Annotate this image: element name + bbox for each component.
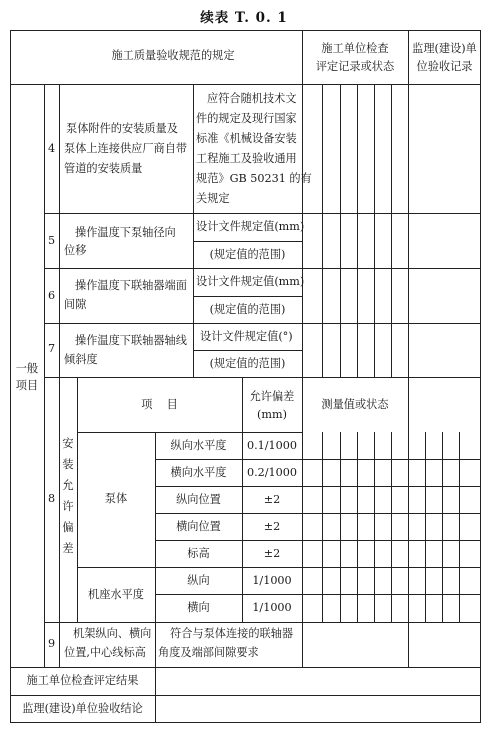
row8-vertical-char-2: 装 <box>62 458 74 471</box>
row9-item-line1: 机架纵向、横向 <box>73 627 152 640</box>
row8-vertical-char-3: 允 <box>62 479 74 492</box>
header-contractor-line1: 施工单位检查 <box>321 42 389 55</box>
row6-item-line2: 间隙 <box>64 298 87 311</box>
table-title: 续表 T. 0. 1 <box>200 10 288 26</box>
header-spec: 施工质量验收规范的规定 <box>111 49 235 62</box>
row5-req-line2: (规定值的范围) <box>209 248 286 261</box>
row8-vertical-char-6: 差 <box>62 542 74 555</box>
row4-number: 4 <box>47 142 56 155</box>
pump-row-1-tolerance: 0.1/1000 <box>246 439 298 452</box>
pump-row-4-tolerance: ±2 <box>263 520 281 533</box>
row8-subheader-measure: 测量值或状态 <box>321 398 389 411</box>
header-supervisor-line2: 位验收记录 <box>416 60 473 73</box>
row8-vertical-char-4: 许 <box>62 500 74 513</box>
header-supervisor-line1: 监理(建设)单 <box>412 42 477 55</box>
row4-req-line1: 应符合随机技术文 <box>207 92 297 105</box>
row7-req-line2: (规定值的范围) <box>209 357 286 370</box>
category-label-line2: 项目 <box>15 379 39 392</box>
pump-row-2-tolerance: 0.2/1000 <box>246 466 298 479</box>
row4-item-line2: 泵体上连接供应厂商自带 <box>64 142 188 155</box>
base-row-1-name: 纵向 <box>187 574 210 587</box>
pump-row-5-tolerance: ±2 <box>263 547 281 560</box>
pump-row-3-tolerance: ±2 <box>263 493 281 506</box>
row7-item-line1: 操作温度下联轴器轴线 <box>75 334 187 347</box>
row4-item-line3: 管道的安装质量 <box>64 162 143 175</box>
row9-item-line2: 位置,中心线标高 <box>64 646 146 659</box>
row4-req-line6: 关规定 <box>196 192 230 205</box>
row8-subheader-tolerance-line2: (mm) <box>257 408 287 421</box>
row9-req-line2: 角度及端部间隙要求 <box>158 646 259 659</box>
base-row-2-name: 横向 <box>187 601 210 614</box>
row9-number: 9 <box>47 637 56 650</box>
row7-number: 7 <box>47 342 56 355</box>
row8-base-label: 机座水平度 <box>88 588 144 601</box>
pump-row-5-name: 标高 <box>187 547 210 560</box>
row4-req-line3: 标准《机械设备安装 <box>196 132 297 145</box>
pump-row-3-name: 纵向位置 <box>176 493 221 506</box>
header-contractor-line2: 评定记录或状态 <box>315 60 395 73</box>
row8-subheader-item: 项 目 <box>141 398 178 411</box>
row5-item-line1: 操作温度下泵轴径向 <box>75 226 176 239</box>
row6-req-line2: (规定值的范围) <box>209 303 286 316</box>
row7-item-line2: 倾斜度 <box>64 353 98 366</box>
row8-vertical-char-1: 安 <box>62 437 74 450</box>
row8-vertical-char-5: 偏 <box>62 521 74 534</box>
row5-req-line1: 设计文件规定值(mm) <box>196 220 305 233</box>
base-row-2-tolerance: 1/1000 <box>252 601 292 614</box>
row4-req-line2: 件的规定及现行国家 <box>196 112 297 125</box>
row6-item-line1: 操作温度下联轴器端面 <box>75 279 187 292</box>
footer-supervisor-conclusion-label: 监理(建设)单位验收结论 <box>22 702 143 715</box>
row4-item-line1: 泵体附件的安装质量及 <box>66 122 178 135</box>
row8-pump-label: 泵体 <box>104 492 128 505</box>
row5-item-line2: 位移 <box>64 244 87 257</box>
row9-req-line1: 符合与泵体连接的联轴器 <box>170 627 294 640</box>
row6-number: 6 <box>47 289 56 302</box>
row5-number: 5 <box>47 234 56 247</box>
row8-number: 8 <box>47 492 56 505</box>
pump-row-1-name: 纵向水平度 <box>170 439 227 452</box>
row4-req-line4: 工程施工及验收通用 <box>196 152 297 165</box>
base-row-1-tolerance: 1/1000 <box>252 574 292 587</box>
footer-contractor-result-label: 施工单位检查评定结果 <box>26 674 139 687</box>
row4-req-line5: 规范》GB 50231 的有 <box>196 172 312 185</box>
pump-row-2-name: 横向水平度 <box>170 466 227 479</box>
row6-req-line1: 设计文件规定值(mm) <box>196 275 305 288</box>
pump-row-4-name: 横向位置 <box>176 520 221 533</box>
category-label-line1: 一般 <box>15 362 39 375</box>
row8-subheader-tolerance-line1: 允许偏差 <box>249 390 295 403</box>
row7-req-line1: 设计文件规定值(°) <box>200 330 293 343</box>
